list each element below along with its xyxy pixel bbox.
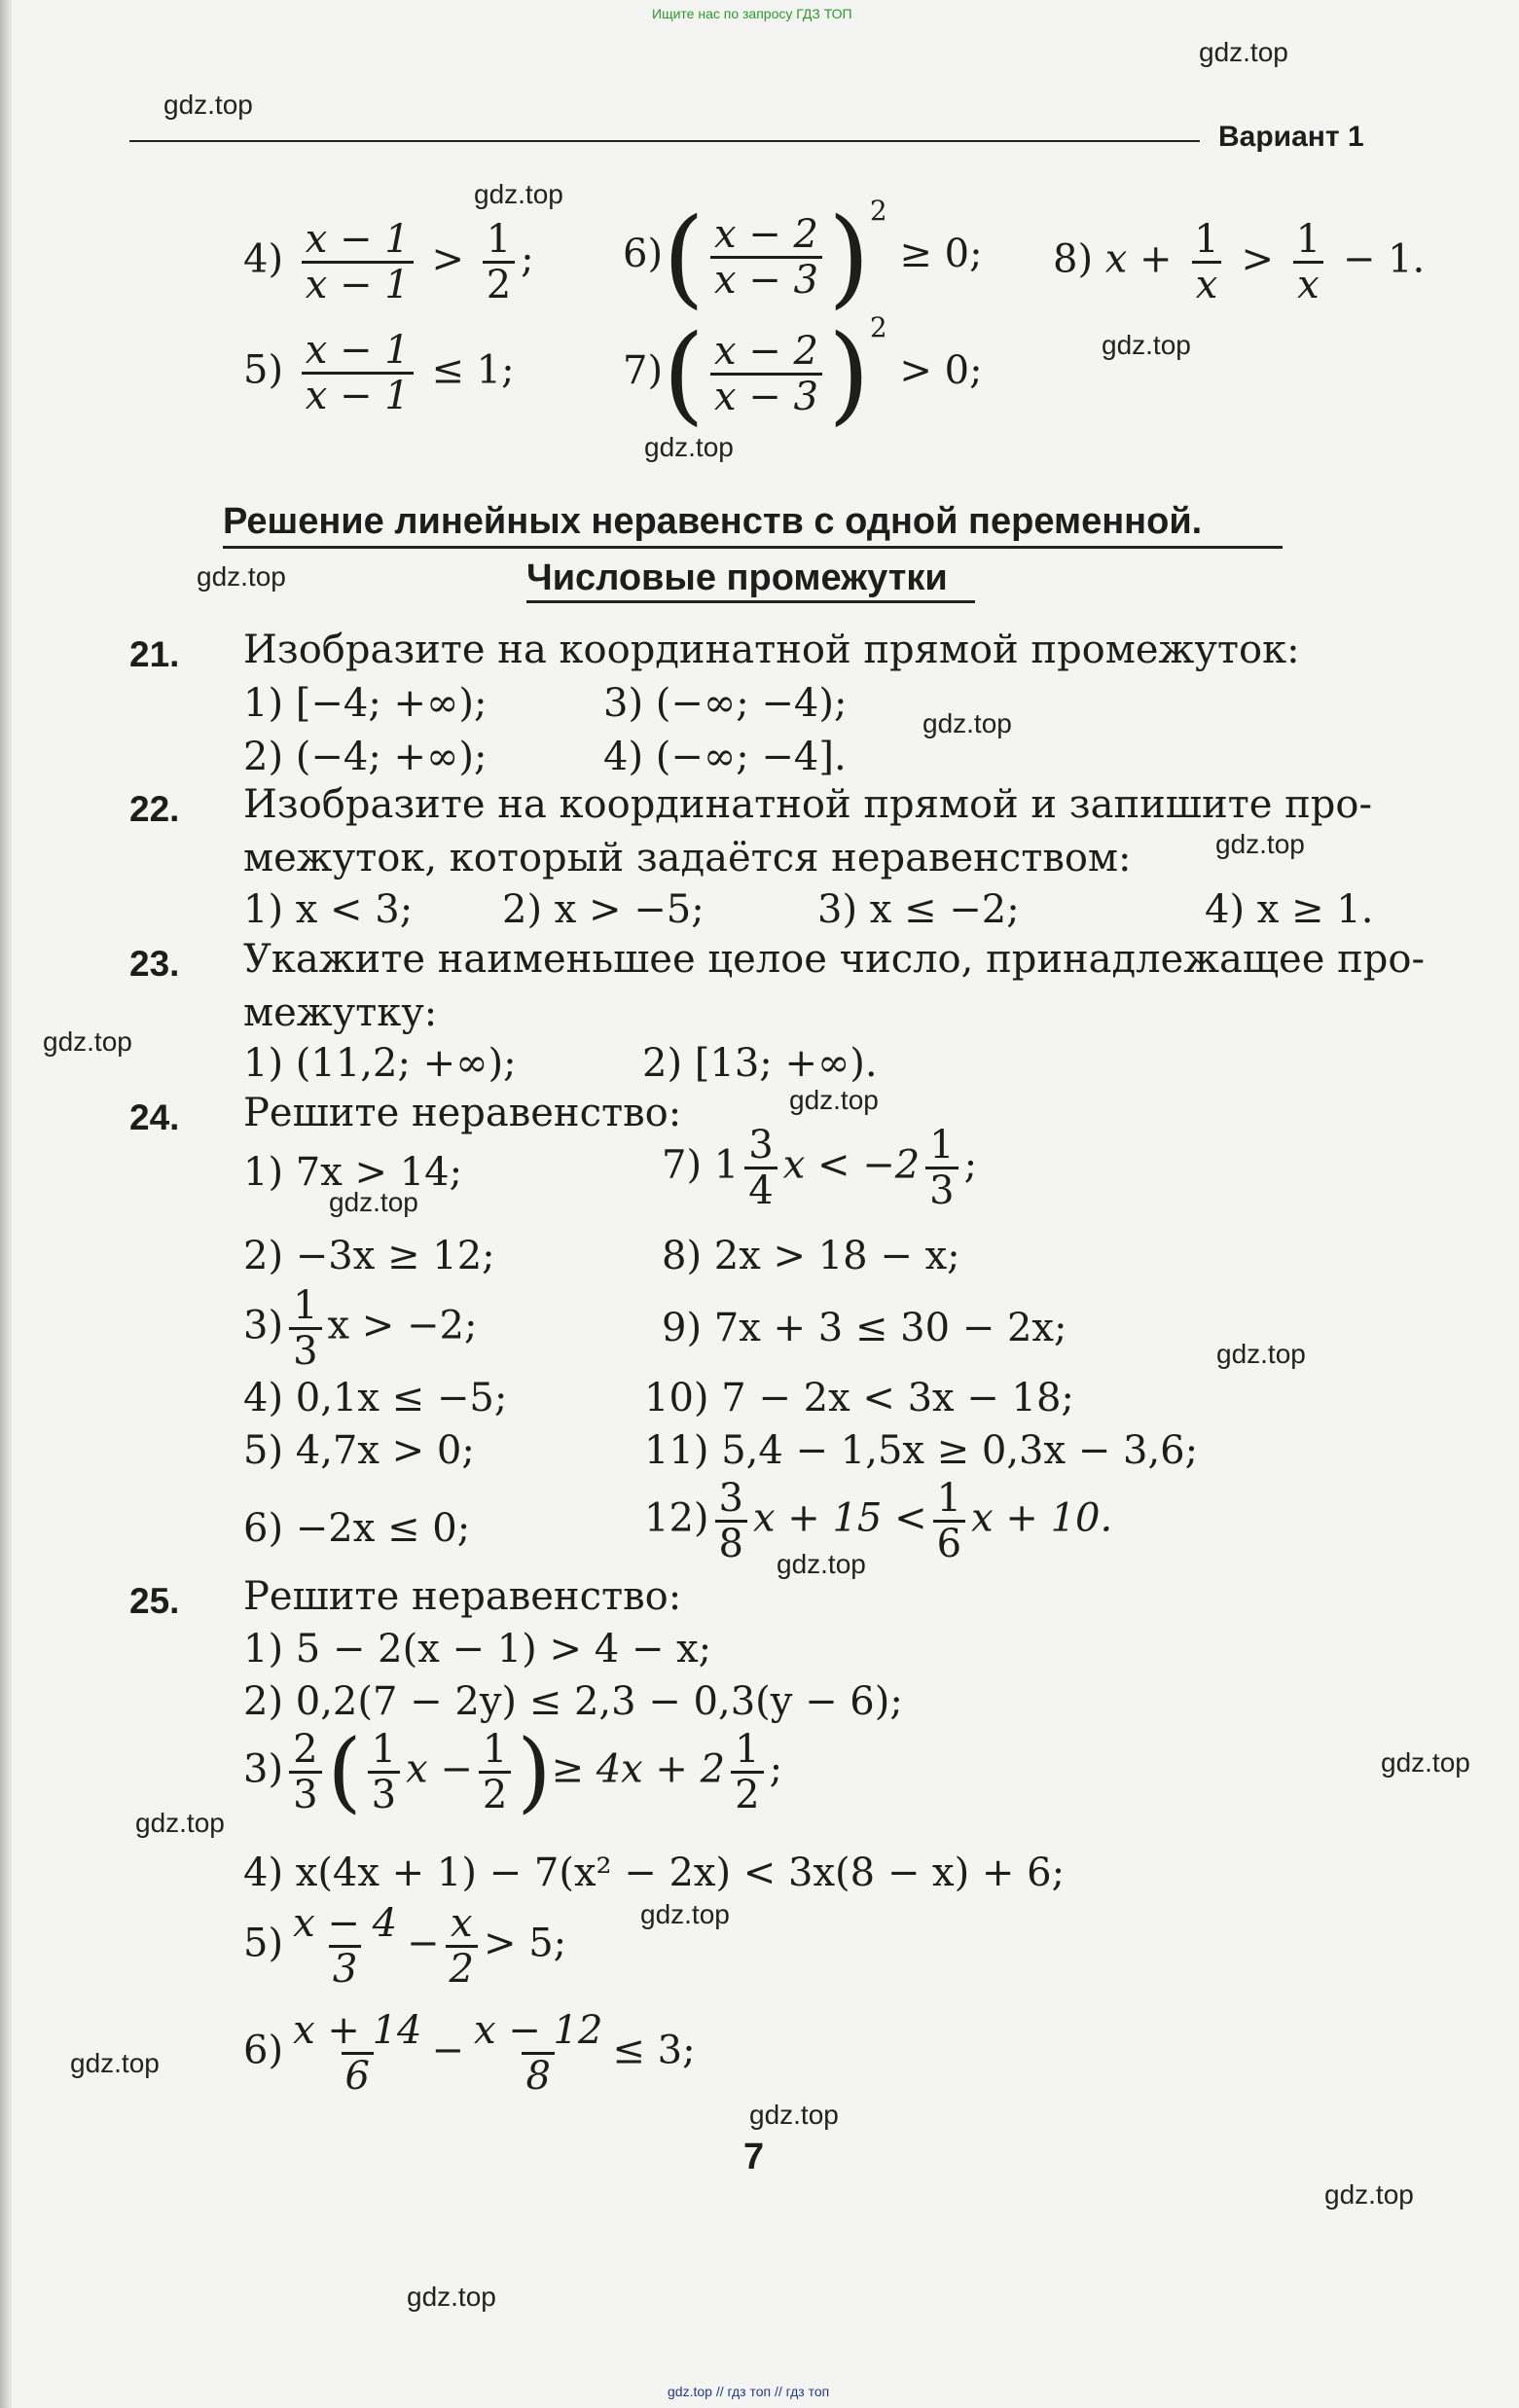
problem-item: 1) x < 3; xyxy=(243,887,414,932)
page-edge-shadow xyxy=(0,0,12,2408)
problem-item: 3) $\frac{2}{3}$ ( $\frac{1}{3}$ x − $\frac{1}{2}$ )≥ 4x + 2 $\frac{1}{2}$ ; xyxy=(243,1720,783,1823)
problem-number: 21. xyxy=(129,634,180,674)
footer-links[interactable]: gdz.top // гдз топ // гдз топ xyxy=(668,2384,830,2399)
problem-number: 23. xyxy=(129,944,180,984)
prev-item-8: 8) x + $\frac{1}{x}$ > $\frac{1}{x}$ − 1. xyxy=(1053,217,1426,307)
problem-item: 2) (−4; +∞); xyxy=(243,735,488,779)
problem-text: межутку: xyxy=(243,990,438,1035)
problem-item: 7) 1 $\frac{3}{4}$ x < −2 $\frac{1}{3}$ ; xyxy=(662,1123,978,1213)
problem-item: 5) $\frac{x - 4}{3}$ − $\frac{x}{2}$ > 5; xyxy=(243,1901,567,1992)
problem-text: Решите неравенство: xyxy=(243,1574,682,1619)
problem-item: 4) x(4x + 1) − 7(x² − 2x) < 3x(8 − x) + 6; xyxy=(243,1851,1066,1895)
section-underline xyxy=(526,600,975,603)
problem-item: 6) $\frac{x + 14}{6}$ − $\frac{x - 12}{8}$ ≤ 3; xyxy=(243,2008,696,2099)
problem-text: Укажите наименьшее целое число, принадлежащее про- xyxy=(243,937,1425,982)
watermark: gdz.top xyxy=(1215,829,1305,859)
problem-text: Изобразите на координатной прямой и запишите про- xyxy=(243,782,1372,827)
watermark: gdz.top xyxy=(407,2282,496,2312)
watermark: gdz.top xyxy=(644,432,734,462)
watermark: gdz.top xyxy=(43,1026,132,1057)
prev-item-7: 7)( $\frac{x - 2}{x - 3}$ )$^2$ > 0; xyxy=(623,311,983,436)
variant-label: Вариант 1 xyxy=(1218,121,1364,153)
problem-item: 2) 0,2(7 − 2y) ≤ 2,3 − 0,3(y − 6); xyxy=(243,1679,903,1724)
section-title-line1: Решение линейных неравенств с одной переменной. xyxy=(223,501,1203,542)
prev-item-4: 4) $\frac{x - 1}{x - 1}$ > $\frac{1}{2}$ ; xyxy=(243,217,534,307)
problem-item: 8) 2x > 18 − x; xyxy=(662,1234,960,1278)
problem-text: Решите неравенство: xyxy=(243,1091,682,1135)
problem-item: 9) 7x + 3 ≤ 30 − 2x; xyxy=(662,1306,1067,1350)
page-number: 7 xyxy=(743,2137,765,2177)
watermark: gdz.top xyxy=(789,1085,879,1115)
watermark: gdz.top xyxy=(474,179,563,209)
problem-item: 4) (−∞; −4]. xyxy=(603,735,847,779)
watermark: gdz.top xyxy=(749,2100,839,2130)
watermark: gdz.top xyxy=(640,1899,730,1929)
problem-number: 25. xyxy=(129,1581,180,1621)
watermark: gdz.top xyxy=(135,1808,225,1838)
watermark: gdz.top xyxy=(329,1187,418,1217)
header-rule xyxy=(129,140,1200,142)
problem-item: 2) x > −5; xyxy=(502,887,705,932)
watermark: gdz.top xyxy=(70,2048,160,2078)
watermark: gdz.top xyxy=(1381,1747,1470,1778)
problem-item: 4) x ≥ 1. xyxy=(1205,887,1374,932)
problem-item: 2) −3x ≥ 12; xyxy=(243,1234,495,1278)
watermark: gdz.top xyxy=(163,90,253,120)
watermark: gdz.top xyxy=(1199,37,1288,67)
problem-item: 11) 5,4 − 1,5x ≥ 0,3x − 3,6; xyxy=(644,1428,1199,1473)
problem-item: 5) 4,7x > 0; xyxy=(243,1428,475,1473)
problem-item: 3) (−∞; −4); xyxy=(603,681,848,726)
problem-text: Изобразите на координатной прямой промежуток: xyxy=(243,628,1300,672)
problem-text: межуток, который задаётся неравенством: xyxy=(243,836,1132,881)
problem-item: 3) $\frac{1}{3}$ x > −2; xyxy=(243,1283,478,1374)
problem-item: 2) [13; +∞). xyxy=(642,1041,878,1086)
problem-item: 4) 0,1x ≤ −5; xyxy=(243,1376,508,1420)
problem-number: 24. xyxy=(129,1097,180,1137)
prev-item-5: 5) $\frac{x - 1}{x - 1}$ ≤ 1; xyxy=(243,328,515,418)
prev-item-6: 6)( $\frac{x - 2}{x - 3}$ )$^2$ ≥ 0; xyxy=(623,195,983,319)
problem-item: 6) −2x ≤ 0; xyxy=(243,1506,471,1551)
watermark: gdz.top xyxy=(1102,330,1191,360)
problem-item: 1) 5 − 2(x − 1) > 4 − x; xyxy=(243,1627,712,1671)
section-underline xyxy=(223,546,1283,549)
problem-item: 1) [−4; +∞); xyxy=(243,681,488,726)
problem-item: 1) 7x > 14; xyxy=(243,1150,463,1195)
watermark: gdz.top xyxy=(922,708,1012,738)
problem-item: 1) (11,2; +∞); xyxy=(243,1041,517,1086)
section-title-line2: Числовые промежутки xyxy=(526,557,948,598)
top-banner[interactable]: Ищите нас по запросу ГДЗ ТОП xyxy=(652,6,852,21)
problem-item: 3) x ≤ −2; xyxy=(817,887,1020,932)
watermark: gdz.top xyxy=(1216,1339,1306,1369)
watermark: gdz.top xyxy=(197,561,286,592)
problem-number: 22. xyxy=(129,789,180,829)
watermark: gdz.top xyxy=(1324,2179,1414,2210)
watermark: gdz.top xyxy=(777,1549,866,1579)
problem-item: 12) $\frac{3}{8}$ x + 15 < $\frac{1}{6}$ x + 10. xyxy=(644,1476,1113,1566)
problem-item: 10) 7 − 2x < 3x − 18; xyxy=(644,1376,1074,1420)
